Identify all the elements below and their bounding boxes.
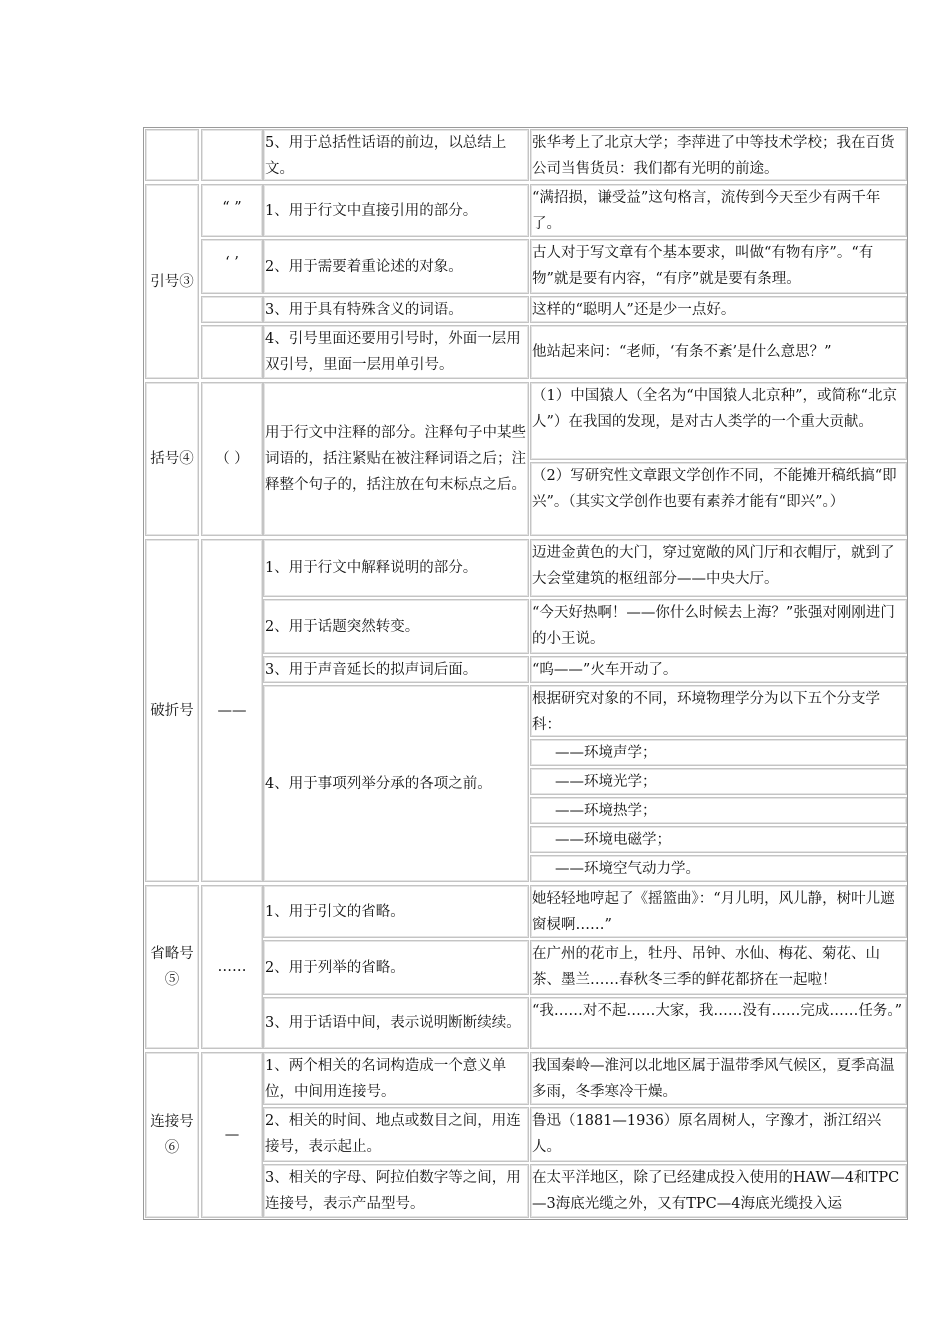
punct-name-hyphen: 连接号⑥ xyxy=(145,1052,199,1218)
symbol-parentheses: （ ） xyxy=(201,382,263,536)
usage-cell: 3、相关的字母、阿拉伯数字等之间，用连接号，表示产品型号。 xyxy=(263,1164,529,1218)
example-cell: “今天好热啊！——你什么时候去上海？”张强对刚刚进门的小王说。 xyxy=(530,599,907,654)
usage-cell: 3、用于话语中间，表示说明断断续续。 xyxy=(263,997,529,1049)
symbol-cell-empty xyxy=(201,129,263,181)
punct-name-parentheses: 括号④ xyxy=(145,382,199,536)
symbol-double-quotes: “ ” xyxy=(201,184,263,237)
example-cell: 古人对于写文章有个基本要求，叫做“有物有序”。“有物”就是要有内容，“有序”就是要有条理。 xyxy=(530,239,907,294)
punctuation-table xyxy=(143,127,908,1220)
usage-cell: 1、用于行文中解释说明的部分。 xyxy=(263,539,529,597)
list-item: ——环境声学； xyxy=(530,739,907,766)
usage-cell: 4、引号里面还要用引号时，外面一层用双引号，里面一层用单引号。 xyxy=(263,325,529,379)
usage-cell: 用于行文中注释的部分。注释句子中某些词语的，括注紧贴在被注释词语之后；注释整个句子的，括注放在句末标点之后。 xyxy=(263,382,529,536)
usage-cell: 3、用于声音延长的拟声词后面。 xyxy=(263,656,529,683)
example-cell: 在广州的花市上，牡丹、吊钟、水仙、梅花、菊花、山茶、墨兰……春秋冬三季的鲜花都挤在一起啦！ xyxy=(530,940,907,995)
list-item: ——环境热学； xyxy=(530,797,907,824)
example-cell: 张华考上了北京大学；李萍进了中等技术学校；我在百货公司当售货员：我们都有光明的前途。 xyxy=(530,129,907,181)
name-cell-empty xyxy=(145,129,199,181)
symbol-ellipsis: …… xyxy=(201,885,263,1049)
symbol-cell-empty xyxy=(201,325,263,379)
usage-cell: 5、用于总括性话语的前边，以总结上文。 xyxy=(263,129,529,181)
symbol-single-quotes: ‘ ’ xyxy=(201,239,263,294)
example-cell: 我国秦岭—淮河以北地区属于温带季风气候区，夏季高温多雨，冬季寒冷干燥。 xyxy=(530,1052,907,1105)
punct-name-ellipsis: 省略号⑤ xyxy=(145,885,199,1049)
symbol-dash: —— xyxy=(201,539,263,882)
symbol-hyphen: — xyxy=(201,1052,263,1218)
example-cell: “我……对不起……大家，我……没有……完成……任务。” xyxy=(530,997,907,1049)
example-cell: “满招损，谦受益”这句格言，流传到今天至少有两千年了。 xyxy=(530,184,907,237)
list-item: ——环境电磁学； xyxy=(530,826,907,853)
usage-cell: 1、两个相关的名词构造成一个意义单位，中间用连接号。 xyxy=(263,1052,529,1105)
usage-cell: 2、相关的时间、地点或数目之间，用连接号，表示起止。 xyxy=(263,1107,529,1162)
example-cell: 迈进金黄色的大门，穿过宽敞的风门厅和衣帽厅，就到了大会堂建筑的枢纽部分——中央大厅。 xyxy=(530,539,907,597)
example-cell: 他站起来问：“老师，‘有条不紊’是什么意思？” xyxy=(530,325,907,379)
punct-name-quotation-marks: 引号③ xyxy=(145,184,199,379)
usage-cell: 2、用于需要着重论述的对象。 xyxy=(263,239,529,294)
list-item: ——环境空气动力学。 xyxy=(530,855,907,882)
punct-name-dash: 破折号 xyxy=(145,539,199,882)
usage-cell: 1、用于行文中直接引用的部分。 xyxy=(263,184,529,237)
usage-cell: 2、用于列举的省略。 xyxy=(263,940,529,995)
example-cell: “呜——”火车开动了。 xyxy=(530,656,907,683)
example-cell: 这样的“聪明人”还是少一点好。 xyxy=(530,296,907,323)
example-cell: （2）写研究性文章跟文学创作不同，不能摊开稿纸搞“即兴”。（其实文学创作也要有素养才能有“即兴”。） xyxy=(530,462,907,536)
example-cell: （1）中国猿人（全名为“中国猿人北京种”，或简称“北京人”）在我国的发现，是对古人类学的一个重大贡献。 xyxy=(530,382,907,460)
example-cell: 她轻轻地哼起了《摇篮曲》：“月儿明，风儿静，树叶儿遮窗棂啊……” xyxy=(530,885,907,938)
list-item: ——环境光学； xyxy=(530,768,907,795)
example-cell: 鲁迅（1881—1936）原名周树人，字豫才，浙江绍兴人。 xyxy=(530,1107,907,1162)
usage-cell: 3、用于具有特殊含义的词语。 xyxy=(263,296,529,323)
example-cell: 在太平洋地区，除了已经建成投入使用的HAW—4和TPC—3海底光缆之外，又有TPC—4海底光缆投入运 xyxy=(530,1164,907,1218)
usage-cell: 2、用于话题突然转变。 xyxy=(263,599,529,654)
example-cell: 根据研究对象的不同，环境物理学分为以下五个分支学科： xyxy=(530,685,907,737)
symbol-cell-empty xyxy=(201,296,263,323)
usage-cell: 1、用于引文的省略。 xyxy=(263,885,529,938)
usage-cell: 4、用于事项列举分承的各项之前。 xyxy=(263,685,529,882)
